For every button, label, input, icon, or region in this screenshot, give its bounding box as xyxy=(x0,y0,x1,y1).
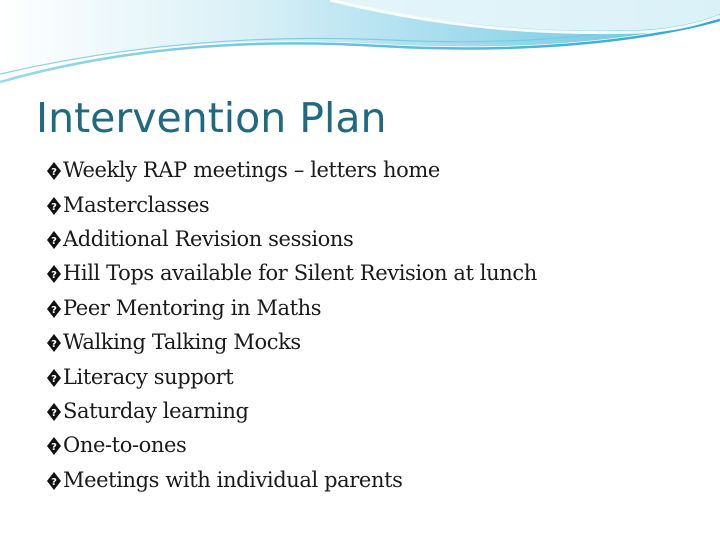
list-item xyxy=(47,153,707,187)
bullet-text: Additional Revision sessions xyxy=(63,226,354,251)
replacement-character-icon xyxy=(47,334,61,352)
svg-text:?: ? xyxy=(51,476,57,488)
list-item xyxy=(47,291,707,325)
svg-text:?: ? xyxy=(51,339,57,351)
replacement-character-icon xyxy=(47,265,61,283)
list-item xyxy=(47,222,707,256)
bullet-text: Weekly RAP meetings – letters home xyxy=(63,158,440,183)
list-item xyxy=(47,256,707,290)
svg-text:?: ? xyxy=(51,201,57,213)
svg-text:?: ? xyxy=(51,167,57,179)
bullet-list xyxy=(47,153,707,497)
replacement-character-icon xyxy=(47,403,61,421)
bullet-text: Peer Mentoring in Maths xyxy=(63,295,322,320)
replacement-character-icon xyxy=(47,197,61,215)
svg-text:?: ? xyxy=(51,442,57,454)
bullet-text: Walking Talking Mocks xyxy=(63,330,301,355)
svg-text:?: ? xyxy=(51,407,57,419)
bullet-text: Masterclasses xyxy=(63,192,210,217)
replacement-character-icon xyxy=(47,369,61,387)
svg-text:?: ? xyxy=(51,235,57,247)
bullet-text: Meetings with individual parents xyxy=(63,467,403,492)
svg-text:?: ? xyxy=(51,373,57,385)
bullet-text: Hill Tops available for Silent Revision at lunch xyxy=(63,261,537,286)
list-item xyxy=(47,463,707,497)
replacement-character-icon xyxy=(47,162,61,180)
bullet-text: One-to-ones xyxy=(63,433,187,458)
replacement-character-icon xyxy=(47,300,61,318)
bullet-text: Literacy support xyxy=(63,364,234,389)
replacement-character-icon xyxy=(47,437,61,455)
bullet-text: Saturday learning xyxy=(63,398,249,423)
list-item xyxy=(47,325,707,359)
header-wave-decoration xyxy=(0,0,720,90)
slide-title: Intervention Plan xyxy=(36,94,387,142)
list-item xyxy=(47,428,707,462)
replacement-character-icon xyxy=(47,231,61,249)
list-item xyxy=(47,394,707,428)
svg-text:?: ? xyxy=(51,270,57,282)
list-item xyxy=(47,359,707,393)
replacement-character-icon xyxy=(47,472,61,490)
svg-text:?: ? xyxy=(51,304,57,316)
list-item xyxy=(47,187,707,221)
